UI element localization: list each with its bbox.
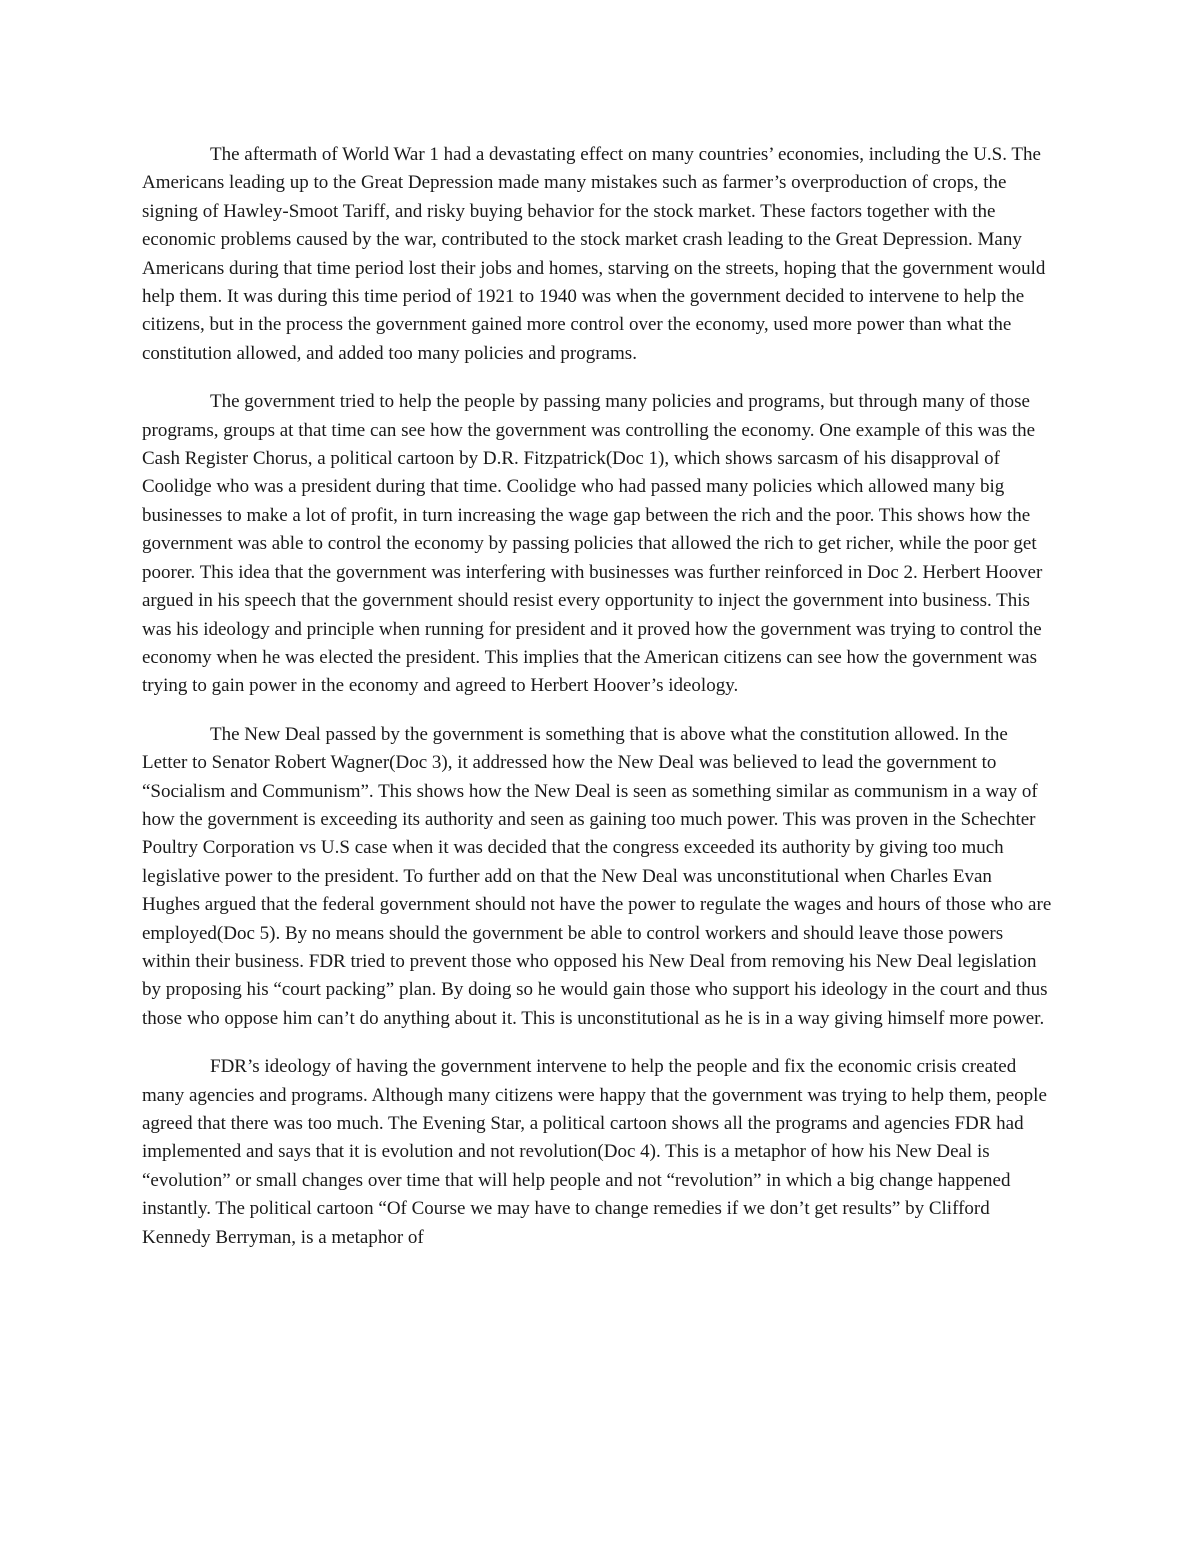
paragraph-2: The government tried to help the people by passing many policies and programs, but through many of those programs, groups at that time can see how the government was controlling the economy. One example of this was the Cash Register Chorus, a political cartoon by D.R. Fitzpatrick(Doc 1), which shows sarcasm of his disapproval of Coolidge who was a president during that time. Coolidge who had passed many policies which allowed many big businesses to make a lot of profit, in turn increasing the wage gap between the rich and the poor. This shows how the government was able to control the economy by passing policies that allowed the rich to get richer, while the poor get poorer. This idea that the government was interfering with businesses was further reinforced in Doc 2. Herbert Hoover argued in his speech that the government should resist every opportunity to inject the government into business. This was his ideology and principle when running for president and it proved how the government was trying to control the economy when he was elected the president. This implies that the American citizens can see how the government was trying to gain power in the economy and agreed to Herbert Hoover’s ideology. <box>142 391 1043 697</box>
paragraph-1: The aftermath of World War 1 had a devastating effect on many countries’ economies, including the U.S. The Americans leading up to the Great Depression made many mistakes such as farmer’s overproduction of crops, the signing of Hawley-Smoot Tariff, and risky buying behavior for the stock market. These factors together with the economic problems caused by the war, contributed to the stock market crash leading to the Great Depression. Many Americans during that time period lost their jobs and homes, starving on the streets, hoping that the government would help them. It was during this time period of 1921 to 1940 was when the government decided to intervene to help the citizens, but in the process the government gained more control over the economy, used more power than what the constitution allowed, and added too many policies and programs. <box>142 144 1046 364</box>
paragraph-3: The New Deal passed by the government is something that is above what the constitution allowed. In the Letter to Senator Robert Wagner(Doc 3), it addressed how the New Deal was believed to lead the government to “Socialism and Communism”. This shows how the New Deal is seen as something similar as communism in a way of how the government is exceeding its authority and seen as gaining too much power. This was proven in the Schechter Poultry Corporation vs U.S case when it was decided that the congress exceeded its authority by giving too much legislative power to the president. To further add on that the New Deal was unconstitutional when Charles Evan Hughes argued that the federal government should not have the power to regulate the wages and hours of those who are employed(Doc 5). By no means should the government be able to control workers and should leave those powers within their business. FDR tried to prevent those who opposed his New Deal from removing his New Deal legislation by proposing his “court packing” plan. By doing so he would gain those who support his ideology in the court and thus those who oppose him can’t do anything about it. This is unconstitutional as he is in a way giving himself more power. <box>142 723 1052 1029</box>
paragraph-4: FDR’s ideology of having the government intervene to help the people and fix the economic crisis created many agencies and programs. Although many citizens were happy that the government was trying to help them, people agreed that there was too much. The Evening Star, a political cartoon shows all the programs and agencies FDR had implemented and says that it is evolution and not revolution(Doc 4). This is a metaphor of how his New Deal is “evolution” or small changes over time that will help people and not “revolution” in which a big change happened instantly. The political cartoon “Of Course we may have to change remedies if we don’t get results” by Clifford Kennedy Berryman, is a metaphor of <box>142 1056 1047 1248</box>
essay-body <box>142 141 1054 1252</box>
